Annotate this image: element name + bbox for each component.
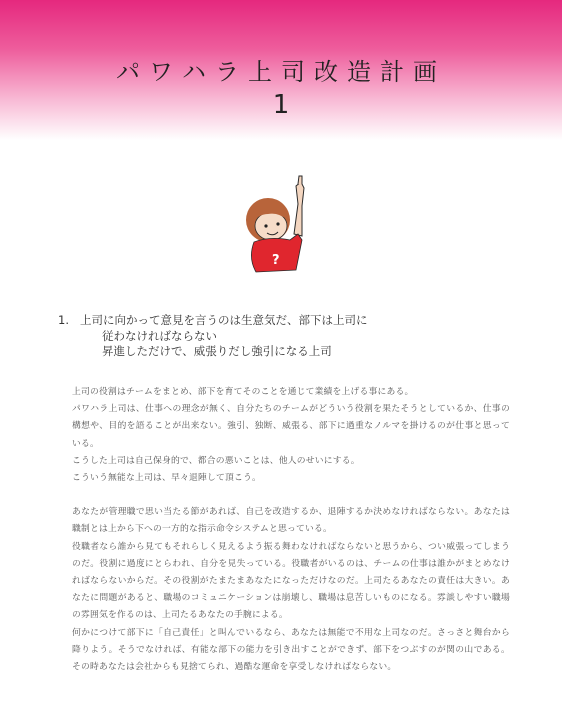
body-text <box>72 384 510 676</box>
paragraph: 上司の役割はチームをまとめ、部下を育てそのことを通じて業績を上げる事にある。 <box>72 387 414 397</box>
paragraph: あなたが管理職で思い当たる節があれば、自己を改造するか、退陣するか決めなければならない。あなたは職制とは上から下への一方的な指示命令システムと思っている。 <box>72 507 510 535</box>
girl-raising-hand-illustration <box>238 174 322 274</box>
paragraph: こうした上司は自己保身的で、都合の悪いことは、他人のせいにする。 <box>72 455 360 466</box>
heading-line-3: 昇進しただけで、威張りだし強引になる上司 <box>102 344 332 358</box>
paragraph: パワハラ上司は、仕事への理念が無く、自分たちのチームがどういう役割を果たそうとしているか、仕事の構想や、目的を語ることが出来ない。強引、独断、威張る、部下に過重なノルマを掛けるのが仕事と思っている。 <box>72 404 510 449</box>
paragraph: 何かにつけて部下に「自己責任」と叫んでいるなら、あなたは無能で不用な上司なのだ。さっさと舞台から降りよう。そうでなければ、有能な部下の能力を引き出すことができず、部下をつぶすのが関の山である。その時あなたは会社からも見捨てられ、過酷な運命を享受しなければならない。 <box>72 627 510 673</box>
shirt-question-mark: ? <box>272 253 280 268</box>
page-title: パワハラ上司改造計画 <box>116 58 446 86</box>
paragraph: 役職者なら誰から見てもそれらしく見えるよう振る舞わなければならないと思うから、つい威張ってしまうのだ。役割に過度にとらわれ、自分を見失っている。役職者がいるのは、チームの仕事は誰かがまとめなければならないからだ。その役割がたまたまあなたになっただけなのだ。上司たるあなたの責任は大きい。あなたに問題があると、職場のコミュニケーションは崩壊し、職場は息苦しいものになる。雰談しやすい職場の雰囲気を作るのは、上司たるあなたの手腕による。 <box>72 541 510 621</box>
paragraph-gap <box>72 487 510 504</box>
heading-line-2: 従わなければならない <box>102 328 217 343</box>
heading-line-1: 上司に向かって意見を言うのは生意気だ、部下は上司に <box>80 313 368 327</box>
paragraph: こういう無能な上司は、早々退陣して頂こう。 <box>72 473 261 484</box>
section-heading <box>58 313 528 360</box>
page-title-number: 1 <box>272 90 290 120</box>
section-number: 1. <box>58 313 69 327</box>
